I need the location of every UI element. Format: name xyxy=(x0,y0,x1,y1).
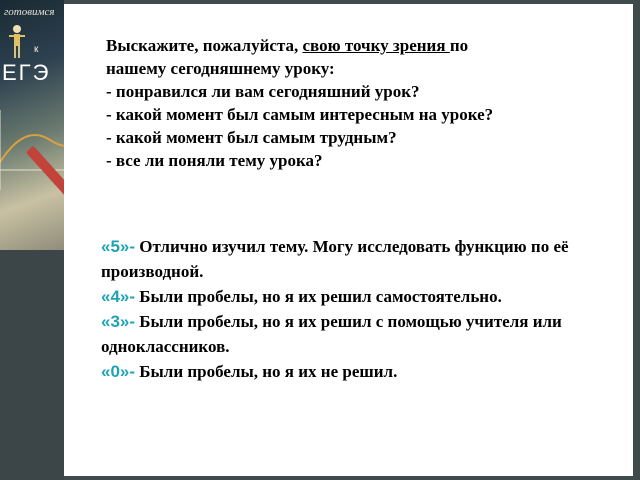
grade-row-0 xyxy=(101,359,621,384)
decorative-side-image xyxy=(0,0,64,250)
grade-mark: «0»- xyxy=(101,362,136,381)
question-item: - понравился ли вам сегодняшний урок? xyxy=(106,82,420,101)
question-line-2: нашему сегодняшнему уроку: xyxy=(106,59,335,78)
grade-row-4 xyxy=(101,284,621,309)
intro-text-end: по xyxy=(449,36,469,55)
grade-mark: «4»- xyxy=(101,287,136,306)
grade-text: Были пробелы, но я их не решил. xyxy=(135,362,398,381)
grade-row-5 xyxy=(101,234,621,284)
question-item: - какой момент был самым интересным на уроке? xyxy=(106,105,494,124)
question-intro xyxy=(106,34,606,57)
content-panel xyxy=(64,4,633,476)
question-item: - все ли поняли тему урока? xyxy=(106,151,323,170)
side-background xyxy=(0,250,64,480)
question-item: - какой момент был самым трудным? xyxy=(106,128,397,147)
side-caption: готовимся xyxy=(4,6,55,18)
intro-underlined: свою точку зрения xyxy=(302,36,450,55)
grade-row-3 xyxy=(101,309,621,359)
grade-text: Были пробелы, но я их решил самостоятельно. xyxy=(135,287,502,306)
side-letter-k: к xyxy=(34,44,39,55)
grade-text: Отлично изучил тему. Могу исследовать функцию по её производной. xyxy=(101,237,569,281)
grade-mark: «3»- xyxy=(101,312,136,331)
ege-logo: ЕГЭ xyxy=(2,60,51,85)
grade-mark: «5»- xyxy=(101,237,136,256)
grade-scale xyxy=(101,234,621,384)
intro-text: Выскажите, пожалуйста, xyxy=(106,36,303,55)
grade-text: Были пробелы, но я их решил с помощью учителя или одноклассников. xyxy=(101,312,562,356)
person-figure-icon xyxy=(6,24,28,60)
feedback-questions xyxy=(106,34,606,172)
